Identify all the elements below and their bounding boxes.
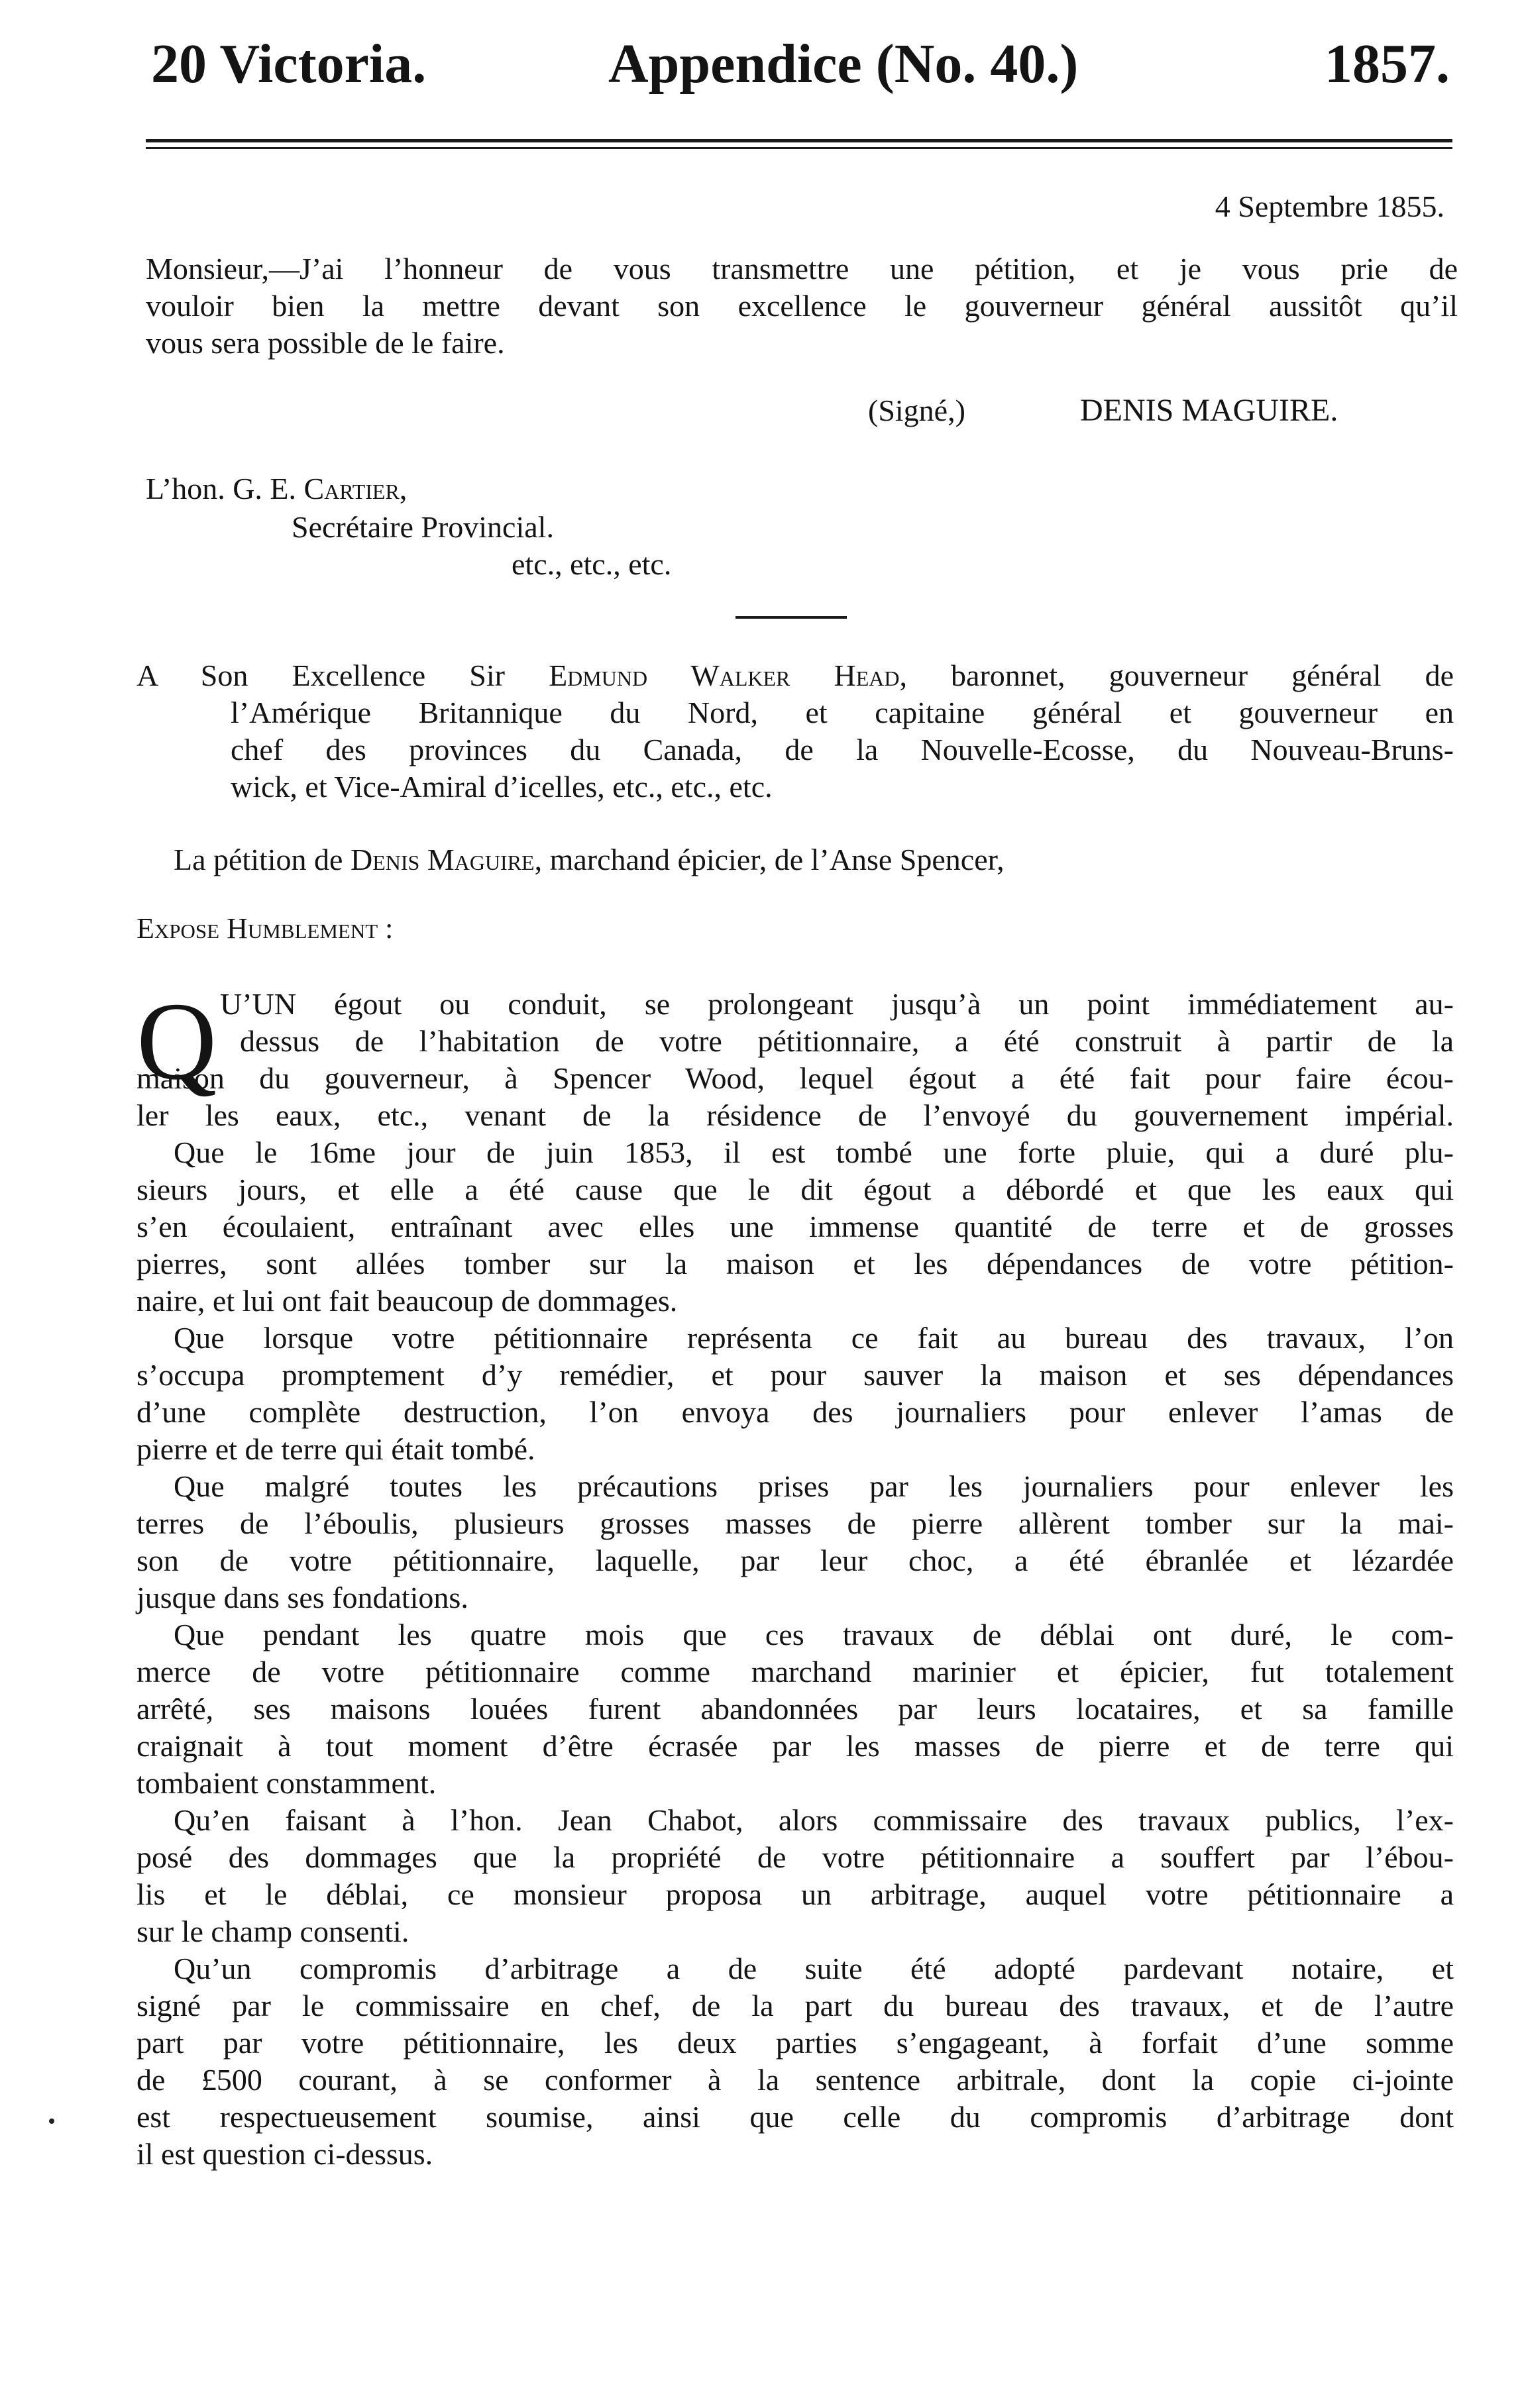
header-rule-thin: [146, 147, 1452, 149]
paragraph-line: Qu’en faisant à l’hon. Jean Chabot, alors commissaire des travaux publics, l’ex-: [174, 1803, 1454, 1837]
paragraph-line: Que malgré toutes les précautions prises par les journaliers pour enlever les: [174, 1469, 1454, 1503]
paragraph-line: jusque dans ses fondations.: [136, 1581, 468, 1614]
running-header: [151, 28, 1450, 101]
paragraph-line: signé par le commissaire en chef, de la part du bureau des travaux, et de l’autre: [136, 1989, 1454, 2022]
paragraph-line: lis et le déblai, ce monsieur proposa un arbitrage, auquel votre pétitionnaire a: [136, 1877, 1454, 1911]
addressee-prefix: L’hon. G. E.: [146, 472, 304, 505]
paragraph-line: pierres, sont allées tomber sur la maison et les dépendances de votre pétition-: [136, 1247, 1454, 1281]
salutation-line: l’Amérique Britannique du Nord, et capitaine général et gouverneur en: [231, 696, 1454, 729]
paragraph-line: Que pendant les quatre mois que ces travaux de déblai ont duré, le com-: [174, 1618, 1454, 1651]
section-divider: [735, 616, 847, 619]
paragraph-line: est respectueusement soumise, ainsi que celle du compromis d’arbitrage dont: [136, 2100, 1454, 2134]
drop-cap: Q: [136, 980, 217, 1103]
paragraph-line: merce de votre pétitionnaire comme marchand marinier et épicier, fut totalement: [136, 1655, 1454, 1689]
addressee-name: Cartier,: [303, 472, 408, 505]
header-session: 20 Victoria.: [151, 33, 427, 95]
salutation-prefix: A Son Excellence Sir: [136, 658, 549, 692]
paragraph-line: de £500 courant, à se conformer à la sentence arbitrale, dont la copie ci-jointe: [136, 2063, 1454, 2097]
paragraph-line: sur le champ consenti.: [136, 1914, 409, 1948]
addressee-etc: etc., etc., etc.: [512, 547, 672, 581]
paragraph-line: il est question ci-dessus.: [136, 2137, 433, 2171]
paragraph-line: d’une complète destruction, l’on envoya des journaliers pour enlever l’amas de: [136, 1395, 1454, 1429]
paragraph-line: Qu’un compromis d’arbitrage a de suite été adopté pardevant notaire, et: [174, 1952, 1454, 1985]
signature-label: (Signé,): [868, 393, 965, 427]
header-rule-thick: [146, 139, 1452, 142]
letter-line: vous sera possible de le faire.: [146, 326, 505, 360]
paragraph-line: maison du gouverneur, à Spencer Wood, lequel égout a été fait pour faire écou-: [136, 1061, 1454, 1095]
intro-prefix: La pétition de: [174, 843, 351, 876]
expose-heading: Expose Humblement :: [136, 912, 394, 945]
letter-body: [146, 250, 1458, 362]
paragraph-line: tombaient constamment.: [136, 1766, 437, 1800]
paragraph-line: posé des dommages que la propriété de votre pétitionnaire a souffert par l’ébou-: [136, 1840, 1454, 1874]
first-paragraph: [220, 986, 1454, 1060]
petition-salutation-cont: [231, 694, 1454, 806]
paragraph-line: terres de l’éboulis, plusieurs grosses masses de pierre allèrent tomber sur la mai-: [136, 1506, 1454, 1540]
paragraph-line: pierre et de terre qui était tombé.: [136, 1432, 535, 1466]
paragraph-line: part par votre pétitionnaire, les deux parties s’engageant, à forfait d’une somme: [136, 2026, 1454, 2060]
paragraph-line: U’UN égout ou conduit, se prolongeant jusqu’à un point immédiatement au-: [220, 987, 1454, 1021]
letter-date: 4 Septembre 1855.: [1215, 189, 1444, 223]
salutation-suffix: baronnet, gouverneur général de: [906, 658, 1454, 692]
paragraph-line: s’en écoulaient, entraînant avec elles une immense quantité de terre et de grosses: [136, 1210, 1454, 1243]
salutation-line: wick, et Vice-Amiral d’icelles, etc., etc., etc.: [231, 770, 773, 804]
header-appendix: Appendice (No. 40.): [608, 33, 1079, 95]
paragraph-line: dessus de l’habitation de votre pétitionnaire, a été construit à partir de la: [240, 1024, 1454, 1058]
margin-speck: [49, 2119, 54, 2124]
paragraph-line: arrêté, ses maisons louées furent abandonnées par leurs locataires, et sa famille: [136, 1692, 1454, 1726]
letter-line: vouloir bien la mettre devant son excellence le gouverneur général aussitôt qu’il: [146, 289, 1458, 323]
header-year: 1857.: [1325, 33, 1450, 95]
paragraph-line: ler les eaux, etc., venant de la résidence de l’envoyé du gouvernement impérial.: [136, 1098, 1454, 1132]
paragraph-line: s’occupa promptement d’y remédier, et pour sauver la maison et ses dépendances: [136, 1358, 1454, 1392]
petitioner-name: Denis Maguire,: [350, 843, 543, 876]
paragraph-line: Que le 16me jour de juin 1853, il est tombé une forte pluie, qui a duré plu-: [174, 1135, 1454, 1169]
letter-line: Monsieur,—J’ai l’honneur de vous transmettre une pétition, et je vous prie de: [146, 252, 1458, 286]
governor-name: Edmund Walker Head,: [549, 658, 907, 692]
salutation-line: chef des provinces du Canada, de la Nouvelle-Ecosse, du Nouveau-Bruns-: [231, 733, 1454, 766]
signature-name: DENIS MAGUIRE.: [1080, 393, 1338, 428]
petition-salutation: [136, 657, 1454, 694]
paragraph-line: craignait à tout moment d’être écrasée par les masses de pierre et de terre qui: [136, 1729, 1454, 1763]
paragraph-line: naire, et lui ont fait beaucoup de dommages.: [136, 1284, 678, 1318]
petition-intro: [174, 841, 1005, 878]
addressee: [146, 470, 407, 507]
paragraph-line: son de votre pétitionnaire, laquelle, par leur choc, a été ébranlée et lézardée: [136, 1544, 1454, 1577]
intro-suffix: marchand épicier, de l’Anse Spencer,: [542, 843, 1005, 876]
paragraph-line: Que lorsque votre pétitionnaire représenta ce fait au bureau des travaux, l’on: [174, 1321, 1454, 1355]
addressee-title: Secrétaire Provincial.: [292, 510, 554, 544]
salutation-line: [136, 657, 1454, 694]
paragraph-line: sieurs jours, et elle a été cause que le dit égout a débordé et que les eaux qui: [136, 1173, 1454, 1206]
petition-body: [136, 1060, 1454, 2173]
